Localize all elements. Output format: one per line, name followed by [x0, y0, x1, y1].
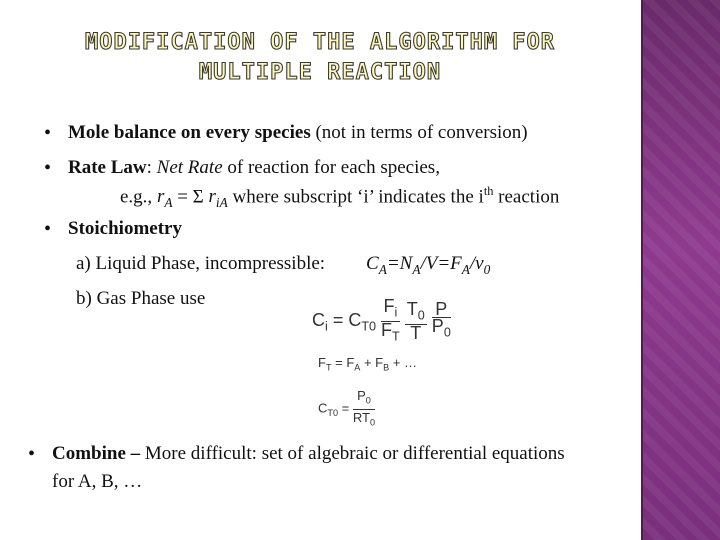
- total-concentration-equation: $C_{T0}$ = $\frac{P_0}{RT_0}$: [318, 388, 376, 428]
- rate-law-bullet: Rate Law: Net Rate of reaction for each species,: [68, 157, 440, 178]
- liquid-phase-equation: $C_A=N_A/V=F_A/v_0$: [366, 253, 491, 277]
- stoichiometry-bullet: Stoichiometry: [68, 218, 182, 239]
- slide-title: [40, 28, 600, 88]
- bullet-dot: •: [28, 443, 36, 465]
- liquid-phase-line: a) Liquid Phase, incompressible:: [76, 253, 326, 274]
- total-molar-flow-equation: $F_T = F_A + F_B$ + …: [318, 355, 418, 373]
- decorative-side-panel: [641, 0, 720, 540]
- mole-balance-bullet: Mole balance on every species (not in terms of conversion): [68, 122, 528, 143]
- bullet-dot: •: [44, 122, 52, 144]
- bullet-dot: •: [44, 218, 52, 240]
- concentration-equation: $C_i = C_{T0}$ $\frac{F_i}{F_T}$ $\frac{T_0}{T}$ $\frac{P}{P_0}$: [312, 296, 451, 344]
- combine-line-2: for A, B, …: [52, 471, 143, 492]
- combine-bullet: Combine – More difficult: set of algebraic or differential equations: [52, 443, 565, 464]
- gas-phase-line: b) Gas Phase use: [76, 288, 206, 309]
- rate-law-example: e.g., $r_A = \Sigma$ $r_{iA}$ where subscript ‘i’ indicates the $i^{th}$ reaction: [120, 184, 560, 211]
- title-line-1: MODIFICATION OF THE ALGORITHM FOR: [84, 30, 556, 55]
- bullet-dot: •: [44, 157, 52, 179]
- title-line-2: MULTIPLE REACTION: [198, 60, 442, 85]
